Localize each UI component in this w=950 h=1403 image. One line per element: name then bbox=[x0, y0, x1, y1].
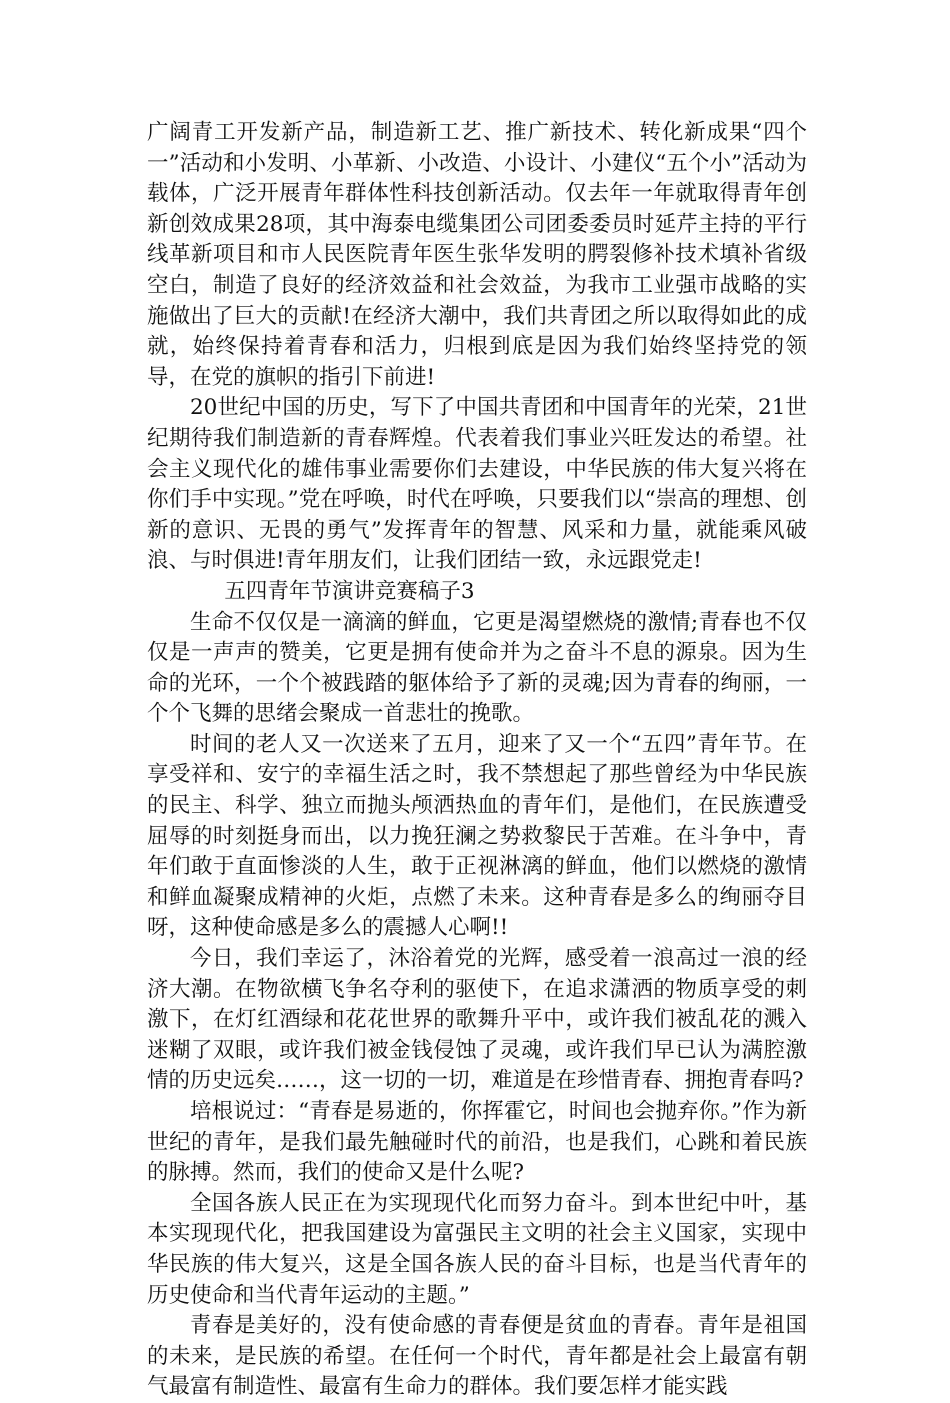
paragraph: 培根说过：“青春是易逝的，你挥霍它，时间也会抛弃你。”作为新世纪的青年，是我们最先触碰时代的前沿，也是我们，心跳和着民族的脉搏。然而，我们的使命又是什么呢? bbox=[147, 1099, 807, 1186]
document-body bbox=[147, 118, 807, 1403]
section-heading: 五四青年节演讲竞赛稿子3 bbox=[224, 578, 475, 604]
paragraph: 时间的老人又一次送来了五月，迎来了又一个“五四”青年节。在享受祥和、安宁的幸福生活之时，我不禁想起了那些曾经为中华民族的民主、科学、独立而抛头颅洒热血的青年们，是他们，在民族遭受屈辱的时刻挺身而出，以力挽狂澜之势救黎民于苦难。在斗争中，青年们敢于直面惨淡的人生，敢于正视淋漓的鲜血，他们以燃烧的激情和鲜血凝聚成精神的火炬，点燃了未来。这种青春是多么的绚丽夺目呀，这种使命感是多么的震撼人心啊!! bbox=[147, 731, 807, 941]
paragraph: 青春是美好的，没有使命感的青春便是贫血的青春。青年是祖国的未来，是民族的希望。在任何一个时代，青年都是社会上最富有朝气最富有制造性、最富有生命力的群体。我们要怎样才能实践 bbox=[147, 1313, 807, 1400]
paragraph: 20世纪中国的历史，写下了中国共青团和中国青年的光荣，21世纪期待我们制造新的青春辉煌。代表着我们事业兴旺发达的希望。社会主义现代化的雄伟事业需要你们去建设，中华民族的伟大复兴将在你们手中实现。”党在呼唤，时代在呼唤，只要我们以“崇高的理想、创新的意识、无畏的勇气”发挥青年的智慧、风采和力量，就能乘风破浪、与时俱进!青年朋友们，让我们团结一致，永远跟党走! bbox=[147, 395, 807, 574]
paragraph: 全国各族人民正在为实现现代化而努力奋斗。到本世纪中叶，基本实现现代化，把我国建设为富强民主文明的社会主义国家，实现中华民族的伟大复兴，这是全国各族人民的奋斗目标，也是当代青年的历史使命和当代青年运动的主题。” bbox=[147, 1190, 807, 1308]
paragraph: 生命不仅仅是一滴滴的鲜血，它更是渴望燃烧的激情;青春也不仅仅是一声声的赞美，它更是拥有使命并为之奋斗不息的源泉。因为生命的光环，一个个被践踏的躯体给予了新的灵魂;因为青春的绚丽，一个个飞舞的思绪会聚成一首悲壮的挽歌。 bbox=[147, 609, 807, 727]
paragraph: 今日，我们幸运了，沐浴着党的光辉，感受着一浪高过一浪的经济大潮。在物欲横飞争名夺利的驱使下，在追求潇洒的物质享受的刺激下，在灯红酒绿和花花世界的歌舞升平中，或许我们被乱花的溅入迷糊了双眼，或许我们被金钱侵蚀了灵魂，或许我们早已认为满腔激情的历史远矣……，这一切的一切，难道是在珍惜青春、拥抱青春吗? bbox=[147, 946, 807, 1094]
paragraph-continued: 广阔青工开发新产品，制造新工艺、推广新技术、转化新成果“四个一”活动和小发明、小革新、小改造、小设计、小建仪“五个小”活动为载体，广泛开展青年群体性科技创新活动。仅去年一年就取得青年创新创效成果28项，其中海泰电缆集团公司团委委员时延芹主持的平行线革新项目和市人民医院青年医生张华发明的腭裂修补技术填补省级空白，制造了良好的经济效益和社会效益，为我市工业强市战略的实施做出了巨大的贡献!在经济大潮中，我们共青团之所以取得如此的成就，始终保持着青春和活力，归根到底是因为我们始终坚持党的领导，在党的旗帜的指引下前进! bbox=[147, 120, 807, 390]
